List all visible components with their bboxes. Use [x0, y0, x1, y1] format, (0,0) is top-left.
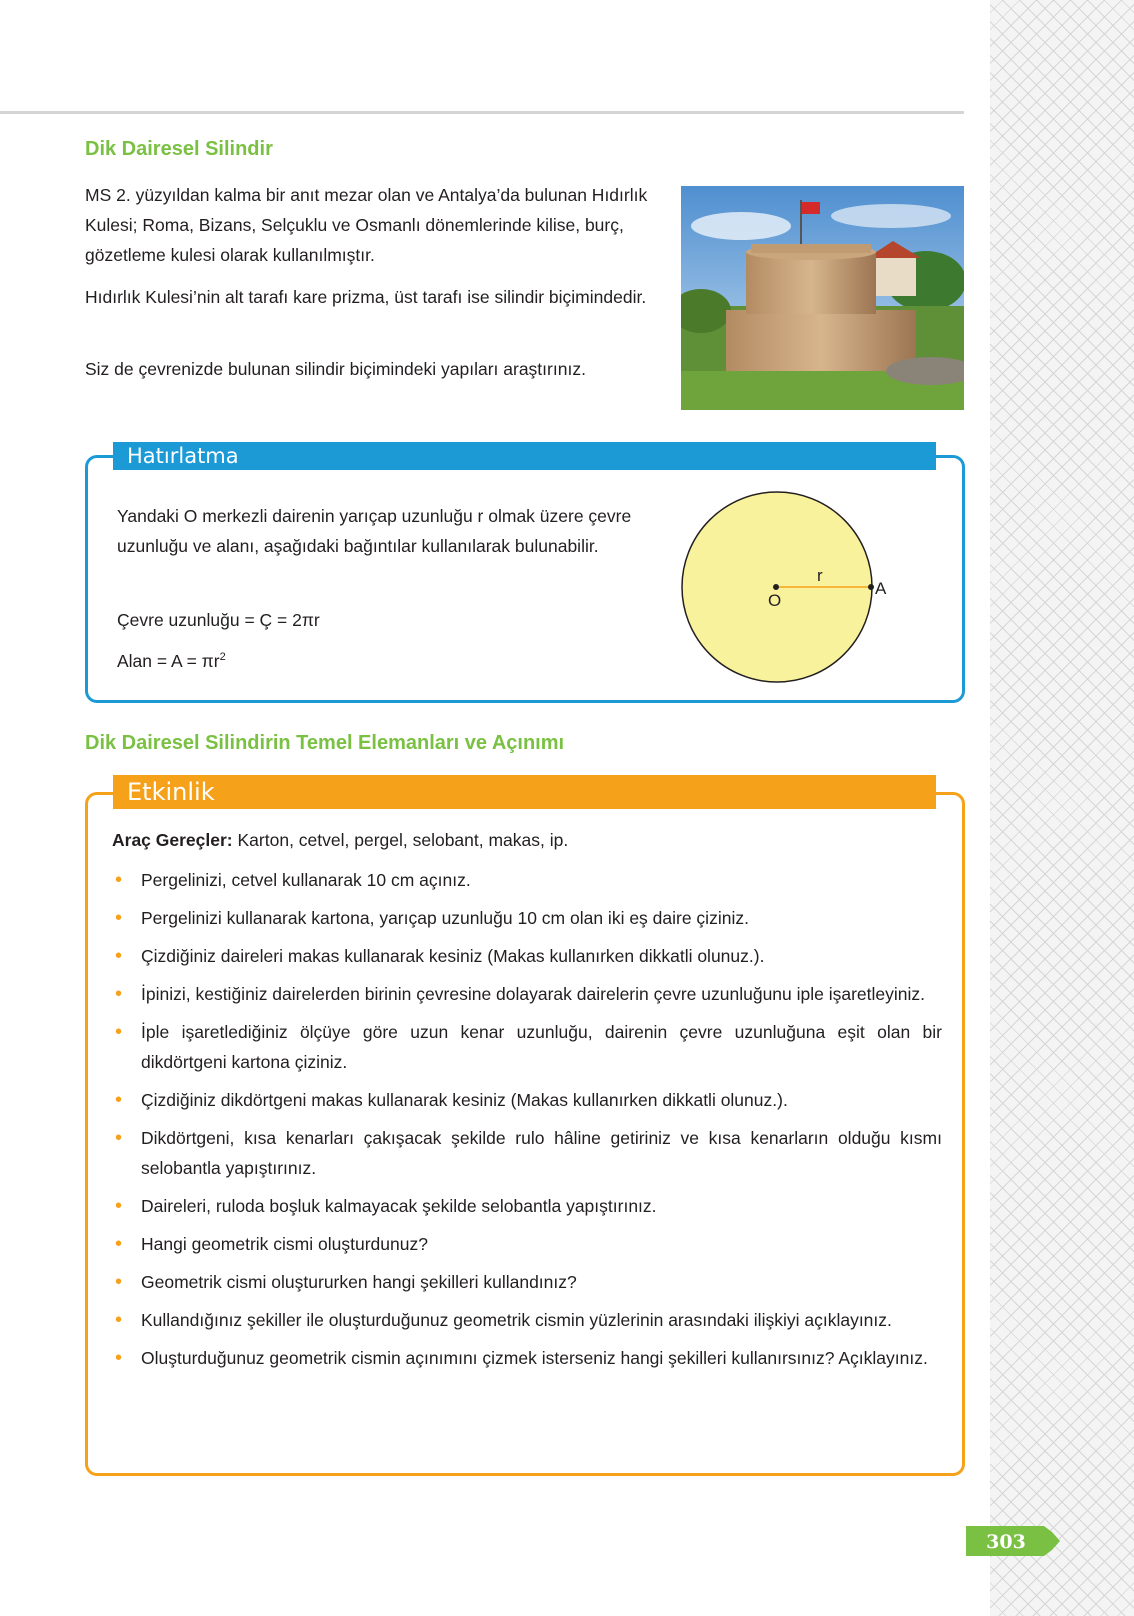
bullet-icon: • [115, 907, 123, 929]
intro-paragraph: MS 2. yüzyıldan kalma bir anıt mezar olan ve Antalya’da bulunan Hıdırlık Kulesi; Roma, Bizans, Selçuklu ve Osmanlı dönemlerinde kilise, burç, gözetleme kulesi olarak kullanılmıştır. [85, 185, 648, 265]
page-number-tab [966, 1526, 1060, 1556]
area-formula-exponent: 2 [219, 651, 226, 664]
bullet-icon: • [115, 1127, 123, 1149]
center-label: O [768, 591, 782, 610]
step-text: Hangi geometrik cismi oluşturdunuz? [141, 1234, 428, 1254]
list-item [112, 1305, 942, 1335]
bullet-icon: • [115, 945, 123, 967]
perimeter-formula: Çevre uzunluğu = Ç = 2πr [117, 610, 320, 630]
step-text: Çizdiğiniz dikdörtgeni makas kullanarak kesiniz (Makas kullanırken dikkatli olunuz.). [141, 1090, 788, 1110]
step-text: İple işaretlediğiniz ölçüye göre uzun kenar uzunluğu, dairenin çevre uzunluğuna eşit olan bir dikdörtgeni kartona çiziniz. [141, 1022, 942, 1072]
research-paragraph: Siz de çevrenizde bulunan silindir biçimindeki yapıları araştırınız. [85, 359, 586, 379]
activity-steps [112, 865, 942, 1373]
area-formula [117, 651, 226, 672]
section-heading: Dik Dairesel Silindir [85, 138, 273, 160]
step-text: Kullandığınız şekiller ile oluşturduğunuz geometrik cismin yüzlerinin arasındaki ilişkiyi açıklayınız. [141, 1310, 892, 1330]
radius-label: r [817, 566, 823, 585]
list-item [112, 979, 942, 1009]
list-item [112, 1267, 942, 1297]
list-item [112, 941, 942, 971]
list-item [112, 1191, 942, 1221]
bullet-icon: • [115, 983, 123, 1005]
reminder-text: Yandaki O merkezli dairenin yarıçap uzunluğu r olmak üzere çevre uzunluğu ve alanı, aşağıdaki bağıntılar kullanılarak bulunabilir. [117, 506, 632, 556]
shape-paragraph: Hıdırlık Kulesi’nin alt tarafı kare prizma, üst tarafı ise silindir biçimindedir. [85, 287, 647, 307]
reminder-title: Hatırlatma [113, 442, 936, 470]
point-a [868, 584, 874, 590]
step-text: Oluşturduğunuz geometrik cismin açınımını çizmek isterseniz hangi şekilleri kullanırsınız? Açıklayınız. [141, 1348, 928, 1368]
tools-line [112, 825, 942, 855]
center-point [773, 584, 779, 590]
point-a-label: A [875, 579, 887, 598]
step-text: Pergelinizi, cetvel kullanarak 10 cm açınız. [141, 870, 471, 890]
bullet-icon: • [115, 1021, 123, 1043]
step-text: Çizdiğiniz daireleri makas kullanarak kesiniz (Makas kullanırken dikkatli olunuz.). [141, 946, 765, 966]
bullet-icon: • [115, 1089, 123, 1111]
activity-title: Etkinlik [113, 775, 936, 809]
step-text: Daireleri, ruloda boşluk kalmayacak şekilde selobantla yapıştırınız. [141, 1196, 657, 1216]
side-pattern [990, 0, 1134, 1616]
bullet-icon: • [115, 1195, 123, 1217]
circle-diagram [676, 490, 896, 686]
bullet-icon: • [115, 1271, 123, 1293]
list-item [112, 1123, 942, 1183]
step-text: Dikdörtgeni, kısa kenarları çakışacak şekilde rulo hâline getiriniz ve kısa kenarların olduğu kısmı selobantla yapıştırınız. [141, 1128, 942, 1178]
list-item [112, 1017, 942, 1077]
step-text: İpinizi, kestiğiniz dairelerden birinin çevresine dolayarak dairelerin çevre uzunluğunu iple işaretleyiniz. [141, 984, 926, 1004]
step-text: Geometrik cismi oluştururken hangi şekilleri kullandınız? [141, 1272, 577, 1292]
bullet-icon: • [115, 1347, 123, 1369]
section2-heading: Dik Dairesel Silindirin Temel Elemanları ve Açınımı [85, 732, 565, 754]
bullet-icon: • [115, 1233, 123, 1255]
activity-content [112, 825, 942, 1381]
step-text: Pergelinizi kullanarak kartona, yarıçap uzunluğu 10 cm olan iki eş daire çiziniz. [141, 908, 749, 928]
bullet-icon: • [115, 1309, 123, 1331]
bullet-icon: • [115, 869, 123, 891]
page-number: 303 [986, 1531, 1026, 1553]
tower-photo [681, 186, 964, 410]
top-divider [0, 111, 964, 114]
list-item [112, 1229, 942, 1259]
area-formula-text: Alan = A = πr [117, 651, 220, 671]
list-item [112, 1085, 942, 1115]
tools-label: Araç Gereçler: [112, 830, 233, 850]
list-item [112, 865, 942, 895]
tools-text: Karton, cetvel, pergel, selobant, makas, ip. [232, 830, 569, 850]
list-item [112, 903, 942, 933]
list-item [112, 1343, 942, 1373]
